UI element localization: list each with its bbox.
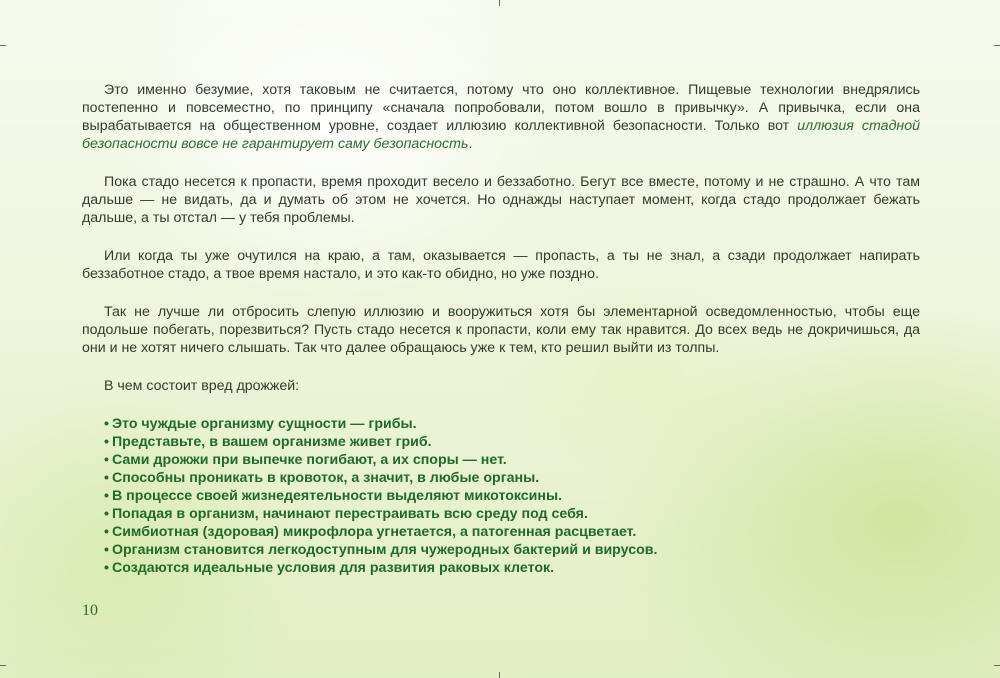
list-item: • Способны проникать в кровоток, а значит, в любые органы.	[104, 470, 540, 486]
bullet-icon: •	[104, 542, 109, 558]
bullet-icon: •	[104, 434, 109, 450]
list-item: • Попадая в организм, начинают перестраивать всю среду под себя.	[104, 506, 588, 522]
list-item: • Представьте, в вашем организме живет гриб.	[104, 434, 432, 450]
bullet-icon: •	[104, 470, 109, 486]
list-item: • Организм становится легкодоступным для чужеродных бактерий и вирусов.	[104, 542, 658, 558]
crop-mark-bottom-center	[499, 672, 500, 678]
paragraph-4: Так не лучше ли отбросить слепую иллюзию и вооружиться хотя бы элементарной осведомленностью, чтобы еще подольше побегать, порезвиться? Пусть стадо несется к пропасти, коли ему так нравится. До всех ведь не докричишься, да они и не хотят ничего слышать. Так что далее обращаюсь уже к тем, кто решил выйти из толпы.	[82, 304, 920, 356]
paragraph-1	[82, 81, 920, 153]
bullet-icon: •	[104, 452, 109, 468]
crop-mark-bottom-left	[0, 665, 6, 666]
list-item: • Симбиотная (здоровая) микрофлора угнетается, а патогенная расцветает.	[104, 524, 637, 540]
bullet-icon: •	[104, 506, 109, 522]
harm-list	[82, 415, 920, 577]
paragraph-3: Или когда ты уже очутился на краю, а там, оказывается — пропасть, а ты не знал, а сзади продолжает напирать беззаботное стадо, а твое время настало, и это как-то обидно, но уже поздно.	[82, 248, 920, 282]
list-item: • В процессе своей жизнедеятельности выделяют микотоксины.	[104, 488, 563, 504]
bullet-icon: •	[104, 488, 109, 504]
bullet-icon: •	[104, 560, 109, 576]
crop-mark-top-center	[499, 0, 500, 6]
bullet-icon: •	[104, 524, 109, 540]
page-number: 10	[82, 602, 98, 619]
list-intro: В чем состоит вред дрожжей:	[104, 378, 300, 394]
bullet-icon: •	[104, 416, 109, 432]
paragraph-1-emphasis: иллюзия стадной безопасности вовсе не гарантирует саму безопасность	[82, 118, 920, 152]
crop-mark-top-left	[0, 45, 6, 46]
list-item: • Сами дрожжи при выпечке погибают, а их споры — нет.	[104, 452, 507, 468]
list-item: • Это чуждые организму сущности — грибы.	[104, 416, 417, 432]
list-item: • Создаются идеальные условия для развития раковых клеток.	[104, 560, 555, 576]
paragraph-1-text: Это именно безумие, хотя таковым не считается, потому что оно коллективное. Пищевые технологии внедрялись постепенно и повсеместно, по принципу «сначала попробовали, потом вошло в привычку». А привычка, если она вырабатывается на общественном уровне, создает иллюзию коллективной безопасности. Только вот	[82, 82, 920, 134]
paragraph-2: Пока стадо несется к пропасти, время проходит весело и беззаботно. Бегут все вместе, потому и не страшно. А что там дальше — не видать, да и думать об этом не хочется. Но однажды наступает момент, когда стадо продолжает бежать дальше, а ты отстал — у тебя проблемы.	[82, 174, 920, 226]
paragraph-1-tail: .	[468, 136, 473, 152]
page-body	[82, 81, 920, 577]
crop-mark-top-right	[994, 45, 1000, 46]
crop-mark-bottom-right	[994, 665, 1000, 666]
